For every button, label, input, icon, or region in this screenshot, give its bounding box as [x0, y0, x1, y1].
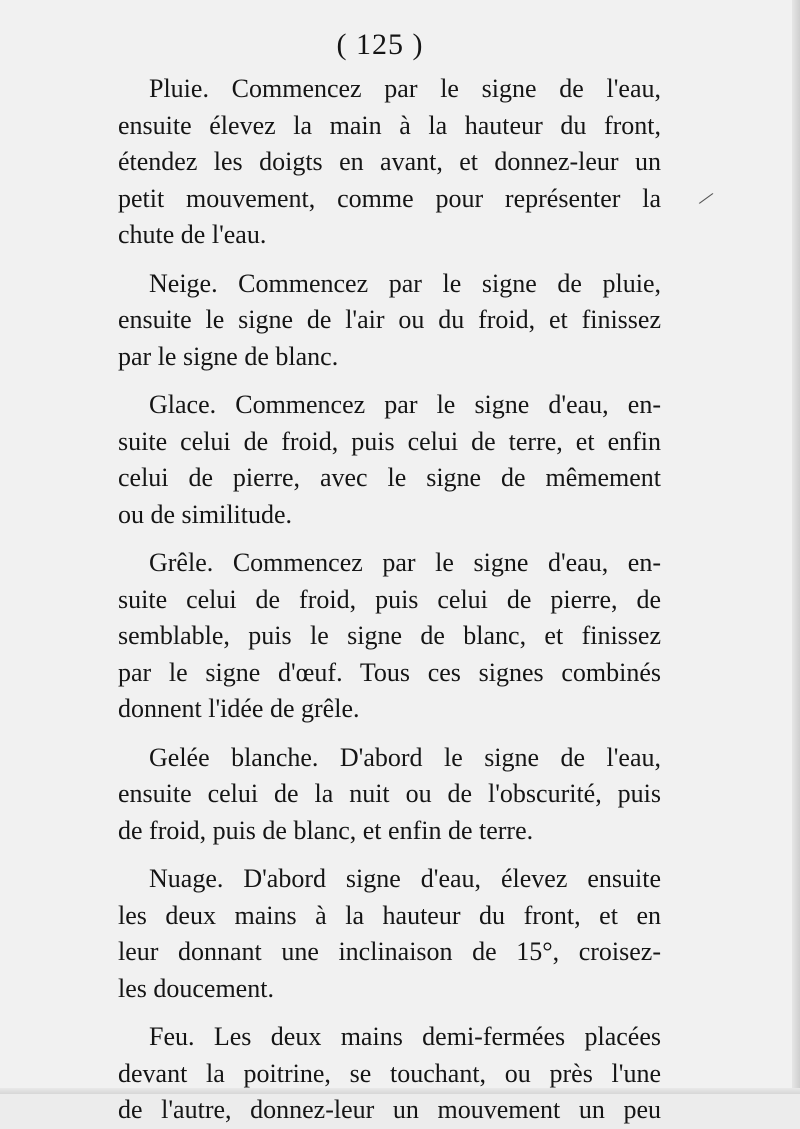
text-line: petit mouvement, comme pour représenter la [118, 183, 661, 213]
text-line: de l'autre, donnez-leur un mouvement un peu [118, 1095, 661, 1124]
text-line: Glace. Commencez par le signe d'eau, en- [149, 390, 661, 419]
text-line: chute de l'eau. [118, 220, 267, 249]
text-line: les doucement. [118, 973, 274, 1003]
margin-mark: / [695, 186, 716, 212]
page-edge-right [792, 0, 800, 1094]
paragraph-pluie [118, 71, 661, 254]
page-edge-bottom [0, 1088, 800, 1094]
paragraph-gelee-blanche [118, 740, 661, 850]
paragraph-feu [118, 1019, 661, 1129]
paragraph-glace [118, 387, 661, 533]
text-line: ensuite le signe de l'air ou du froid, et finissez [118, 305, 661, 334]
text-line: par le signe de blanc. [118, 341, 339, 371]
text-line: ou de similitude. [118, 499, 293, 529]
text-line: semblable, puis le signe de blanc, et finissez [118, 621, 661, 650]
text-line: par le signe d'œuf. Tous ces signes combinés [118, 657, 661, 687]
text-line: suite celui de froid, puis celui de terre, et enfin [118, 426, 661, 456]
paragraph-grele [118, 545, 661, 728]
text-line: Neige. Commencez par le signe de pluie, [149, 268, 661, 298]
text-line: Pluie. Commencez par le signe de l'eau, [149, 74, 661, 103]
text-line: ensuite élevez la main à la hauteur du front, [118, 110, 661, 140]
text-line: de froid, puis de blanc, et enfin de terre. [118, 815, 534, 845]
text-line: leur donnant une inclinaison de 15°, croisez- [118, 937, 661, 966]
text-line: devant la poitrine, se touchant, ou près l'une [118, 1058, 661, 1088]
paragraph-neige [118, 266, 661, 376]
text-line: donnent l'idée de grêle. [118, 694, 360, 723]
text-line: suite celui de froid, puis celui de pierre, de [118, 584, 661, 614]
text-line: celui de pierre, avec le signe de mêmement [118, 463, 661, 492]
text-line: Grêle. Commencez par le signe d'eau, en- [149, 548, 661, 577]
text-line: étendez les doigts en avant, et donnez-leur un [118, 147, 661, 176]
text-body [118, 71, 661, 1129]
text-line: ensuite celui de la nuit ou de l'obscurité, puis [118, 779, 661, 808]
text-line: Gelée blanche. D'abord le signe de l'eau, [149, 742, 661, 772]
text-line: Nuage. D'abord signe d'eau, élevez ensuite [149, 864, 661, 893]
page-number: ( 125 ) [336, 28, 424, 61]
text-line: Feu. Les deux mains demi-fermées placées [149, 1022, 661, 1051]
text-line: les deux mains à la hauteur du front, et en [118, 900, 661, 930]
paragraph-nuage [118, 861, 661, 1007]
